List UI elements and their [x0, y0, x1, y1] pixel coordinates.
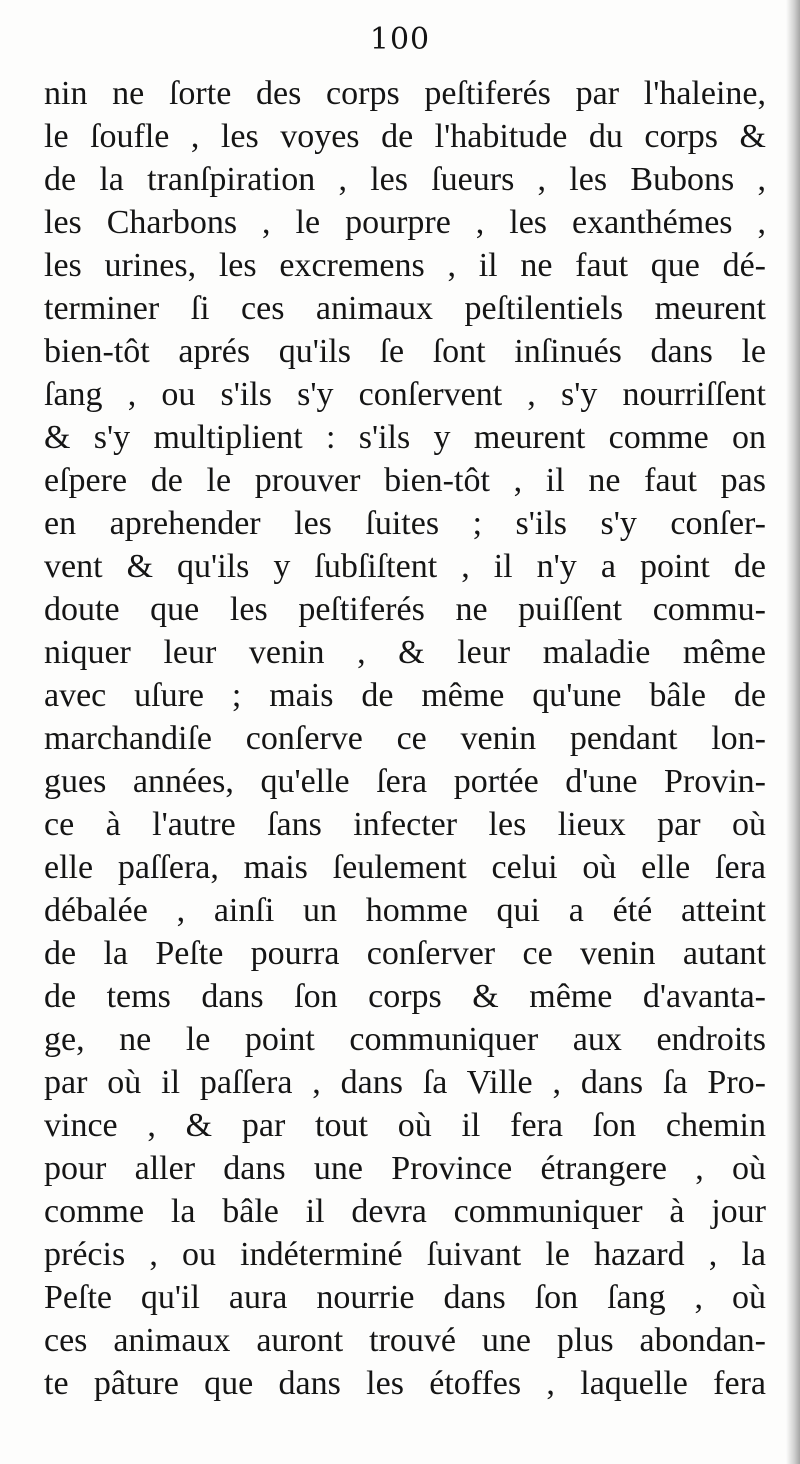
text-line: comme la bâle il devra communiquer à jour [44, 1193, 766, 1230]
text-line: de tems dans ſon corps & même d'avanta- [44, 978, 766, 1015]
text-line: de la Peſte pourra conſerver ce venin autant [44, 935, 766, 972]
text-line: en aprehender les ſuites ; s'ils s'y conſer- [44, 505, 766, 542]
text-line: niquer leur venin , & leur maladie même [44, 634, 766, 671]
text-line: ces animaux auront trouvé une plus abondan- [44, 1322, 766, 1359]
text-line: te pâture que dans les étoffes , laquelle fera [44, 1365, 766, 1402]
text-line: & s'y multiplient : s'ils y meurent comme on [44, 419, 766, 456]
text-line: ſang , ou s'ils s'y conſervent , s'y nourriſſent [44, 376, 766, 413]
text-line: de la tranſpiration , les ſueurs , les Bubons , [44, 161, 766, 198]
text-line: pour aller dans une Province étrangere , où [44, 1150, 766, 1187]
text-line: les urines, les excremens , il ne faut que dé- [44, 247, 766, 284]
text-line: doute que les peſtiferés ne puiſſent commu- [44, 591, 766, 628]
text-line: marchandiſe conſerve ce venin pendant lon- [44, 720, 766, 757]
text-line: le ſoufle , les voyes de l'habitude du corps & [44, 118, 766, 155]
text-line: par où il paſſera , dans ſa Ville , dans ſa Pro- [44, 1064, 766, 1101]
text-line: terminer ſi ces animaux peſtilentiels meurent [44, 290, 766, 327]
text-line: vent & qu'ils y ſubſiſtent , il n'y a point de [44, 548, 766, 585]
text-line: ce à l'autre ſans infecter les lieux par où [44, 806, 766, 843]
text-line: les Charbons , le pourpre , les exanthémes , [44, 204, 766, 241]
text-line: vince , & par tout où il fera ſon chemin [44, 1107, 766, 1144]
body-text [44, 72, 766, 1405]
text-line: ge, ne le point communiquer aux endroits [44, 1021, 766, 1058]
text-line: elle paſſera, mais ſeulement celui où elle ſera [44, 849, 766, 886]
text-line: débalée , ainſi un homme qui a été atteint [44, 892, 766, 929]
page-number: 100 [369, 22, 431, 57]
text-line: gues années, qu'elle ſera portée d'une Provin- [44, 763, 766, 800]
text-line: nin ne ſorte des corps peſtiferés par l'haleine, [44, 75, 766, 112]
text-line: précis , ou indéterminé ſuivant le hazard , la [44, 1236, 766, 1273]
page-edge-shadow [786, 0, 800, 1464]
text-line: Peſte qu'il aura nourrie dans ſon ſang , où [44, 1279, 766, 1316]
text-line: bien-tôt aprés qu'ils ſe ſont inſinués dans le [44, 333, 766, 370]
text-line: eſpere de le prouver bien-tôt , il ne faut pas [44, 462, 766, 499]
text-line: avec uſure ; mais de même qu'une bâle de [44, 677, 766, 714]
